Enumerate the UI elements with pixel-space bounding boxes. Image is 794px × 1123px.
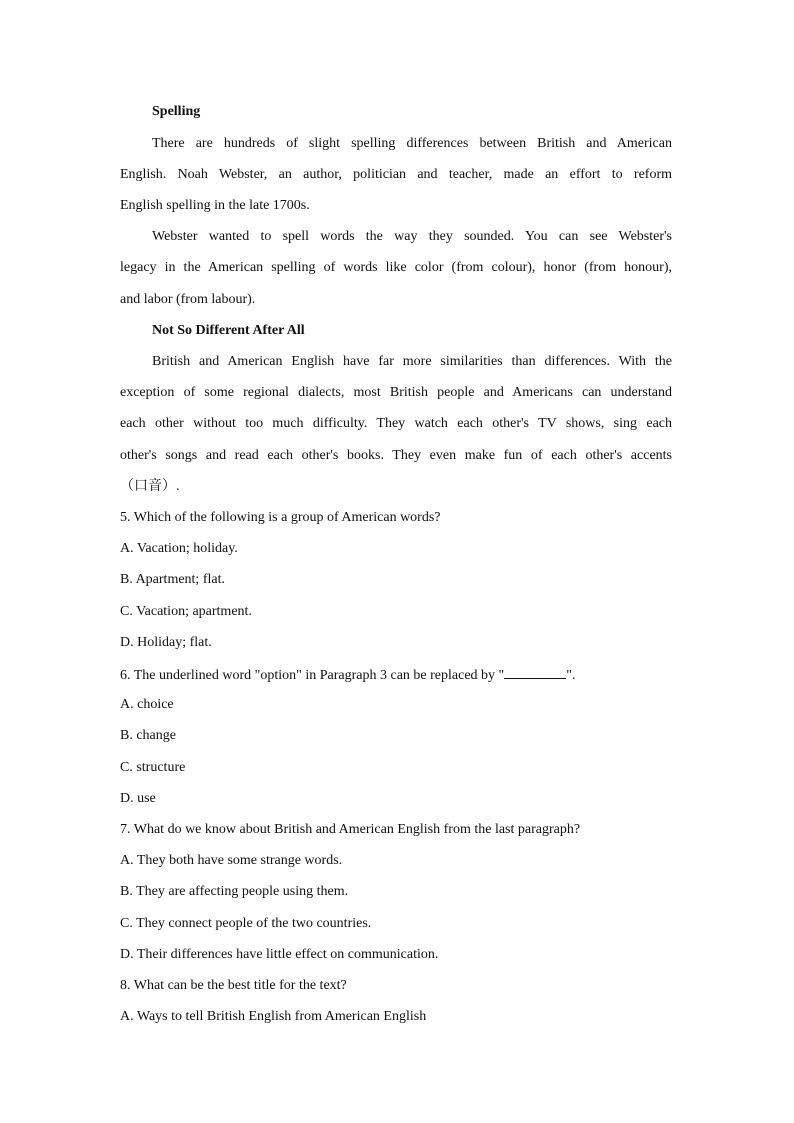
paragraph-line: other's songs and read each other's books. They even make fun of each other's accents — [120, 448, 672, 463]
question-option: D. Holiday; flat. — [120, 635, 212, 650]
question-option: B. They are affecting people using them. — [120, 884, 349, 899]
question-option: C. structure — [120, 760, 186, 775]
question-option: A. Ways to tell British English from American English — [120, 1009, 427, 1024]
question-option: B. Apartment; flat. — [120, 572, 225, 587]
question-option: A. They both have some strange words. — [120, 853, 343, 868]
paragraph-line: legacy in the American spelling of words like color (from colour), honor (from honour), — [120, 260, 672, 275]
paragraph-line: （口音）. — [120, 479, 180, 494]
paragraph-line: Webster wanted to spell words the way they sounded. You can see Webster's — [152, 229, 672, 244]
section-heading-not-so-different: Not So Different After All — [152, 323, 305, 338]
paragraph-line: and labor (from labour). — [120, 292, 256, 307]
paragraph-line: each other without too much difficulty. They watch each other's TV shows, sing each — [120, 416, 672, 431]
question-stem-text: 6. The underlined word "option" in Paragraph 3 can be replaced by " — [120, 668, 505, 683]
paragraph-line: English. Noah Webster, an author, politician and teacher, made an effort to reform — [120, 167, 672, 182]
question-option: B. change — [120, 728, 176, 743]
question-stem: 8. What can be the best title for the text? — [120, 978, 347, 993]
paragraph-line: exception of some regional dialects, most British people and Americans can understand — [120, 385, 672, 400]
question-stem-text: ". — [566, 668, 576, 683]
question-option: C. Vacation; apartment. — [120, 604, 252, 619]
question-stem: 7. What do we know about British and American English from the last paragraph? — [120, 822, 581, 837]
question-option: A. choice — [120, 697, 174, 712]
paragraph-line: English spelling in the late 1700s. — [120, 198, 310, 213]
question-option: A. Vacation; holiday. — [120, 541, 238, 556]
answer-blank — [504, 664, 566, 679]
paragraph-line: There are hundreds of slight spelling differences between British and American — [152, 136, 672, 151]
question-stem: 5. Which of the following is a group of American words? — [120, 510, 441, 525]
question-option: C. They connect people of the two countries. — [120, 916, 372, 931]
paragraph-line: British and American English have far more similarities than differences. With the — [152, 354, 672, 369]
section-heading-spelling: Spelling — [152, 104, 201, 119]
question-stem — [120, 664, 672, 684]
question-option: D. use — [120, 791, 156, 806]
question-option: D. Their differences have little effect on communication. — [120, 947, 439, 962]
